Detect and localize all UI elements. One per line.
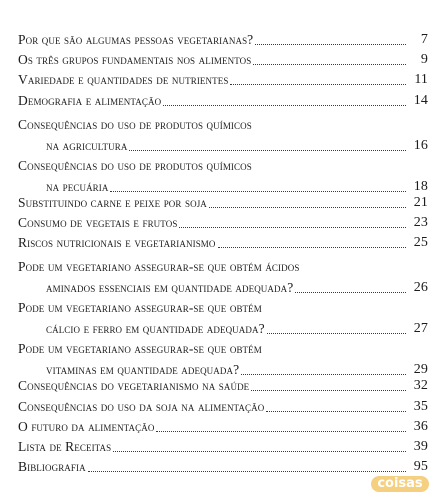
toc-entry-line: [18, 378, 428, 394]
toc-entry: [18, 439, 428, 459]
toc-entry-line: [18, 459, 428, 475]
toc-entry-line: [18, 195, 428, 211]
toc-page-number: 16: [413, 137, 428, 153]
toc-entry-title: Consumo de vegetais e frutos: [18, 214, 178, 230]
dot-leader: [266, 401, 406, 412]
toc-entry-line: [18, 439, 428, 455]
toc-entry-title: Consequências do uso da soja na alimentação: [18, 398, 265, 414]
toc-entry: [18, 419, 428, 439]
table-of-contents: [18, 32, 428, 479]
toc-entry-line: [18, 235, 428, 251]
toc-page-number: 23: [413, 214, 428, 230]
toc-page-number: 18: [413, 178, 428, 194]
dot-leader: [179, 217, 406, 228]
toc-entry-title: Por que são algumas pessoas vegetarianas?: [18, 32, 254, 47]
toc-entry-line: [18, 357, 428, 378]
toc-entry-line: [18, 133, 428, 154]
dot-leader: [230, 74, 406, 85]
toc-page-number: 32: [413, 378, 428, 394]
toc-entry: [18, 113, 428, 154]
toc-page-number: 26: [413, 280, 428, 296]
toc-page-number: 9: [420, 52, 428, 68]
toc-entry-title: aminados essenciais em quantidade adequada?: [46, 280, 294, 296]
dot-leader: [156, 421, 406, 432]
toc-entry-line: [18, 275, 428, 296]
toc-entry-line: [18, 93, 428, 109]
toc-page-number: 11: [414, 72, 428, 88]
toc-entry: [18, 337, 428, 378]
toc-entry: [18, 296, 428, 337]
toc-entry-title: Demografia e alimentação: [18, 92, 162, 108]
toc-page-number: 25: [413, 235, 428, 251]
dot-leader: [88, 461, 406, 472]
dot-leader: [209, 197, 406, 208]
toc-entry-title: O futuro da alimentação: [18, 418, 155, 434]
toc-entry-title: Pode um vegetariano assegurar-se que obtém ácidos: [18, 259, 300, 275]
toc-page-number: 21: [413, 194, 428, 210]
toc-entry: [18, 195, 428, 215]
dot-leader: [251, 380, 406, 391]
toc-entry: [18, 32, 428, 52]
toc-entry-title: Consequências do uso de produtos químicos: [18, 157, 252, 173]
toc-entry-title: Variedade e quantidades de nutrientes: [18, 72, 229, 88]
toc-entry: [18, 459, 428, 479]
toc-page-number: 35: [413, 398, 428, 414]
dot-leader: [113, 441, 406, 452]
dot-leader: [218, 237, 406, 248]
toc-entry-title: Pode um vegetariano assegurar-se que obtém: [18, 300, 262, 316]
toc-entry-line: [18, 296, 428, 316]
toc-entry-title: Consequências do uso de produtos químicos: [18, 116, 252, 132]
toc-entry-title: Pode um vegetariano assegurar-se que obtém: [18, 341, 262, 357]
toc-entry-line: [18, 419, 428, 435]
toc-entry: [18, 93, 428, 113]
toc-entry-line: [18, 337, 428, 357]
dot-leader: [267, 323, 406, 334]
dot-leader: [295, 282, 406, 293]
toc-entry-line: [18, 399, 428, 415]
toc-page-number: 7: [420, 32, 428, 47]
toc-entry: [18, 52, 428, 72]
toc-entry-title: vitaminas em quantidade adequada?: [46, 362, 240, 378]
toc-entry-title: na agricultura: [46, 137, 128, 153]
toc-page-number: 29: [413, 362, 428, 378]
toc-entry: [18, 378, 428, 398]
toc-entry-line: [18, 255, 428, 275]
toc-entry-line: [18, 32, 428, 48]
dot-leader: [163, 95, 406, 106]
toc-page-number: 36: [413, 418, 428, 434]
dot-leader: [129, 140, 406, 151]
watermark-logo: coisas: [371, 476, 429, 492]
toc-entry-title: cálcio e ferro em quantidade adequada?: [46, 321, 265, 337]
toc-page-number: 27: [413, 321, 428, 337]
toc-page-number: 39: [413, 438, 428, 454]
toc-entry: [18, 235, 428, 255]
toc-entry-title: Riscos nutricionais e vegetarianismo: [18, 235, 216, 251]
toc-entry-title: Os três grupos fundamentais nos alimentos: [18, 52, 252, 68]
toc-page-number: 14: [413, 92, 428, 108]
toc-entry-line: [18, 52, 428, 68]
toc-entry: [18, 255, 428, 296]
toc-entry: [18, 72, 428, 92]
toc-page-number: 95: [413, 459, 428, 475]
dot-leader: [241, 364, 406, 375]
toc-entry-line: [18, 174, 428, 195]
toc-entry-title: Lista de Receitas: [18, 438, 112, 454]
toc-entry-title: Consequências do vegetarianismo na saúde: [18, 378, 250, 394]
toc-entry-line: [18, 316, 428, 337]
toc-entry: [18, 399, 428, 419]
toc-entry-line: [18, 215, 428, 231]
toc-entry: [18, 154, 428, 195]
dot-leader: [253, 54, 406, 65]
toc-entry-title: na pecuária: [46, 178, 109, 194]
toc-entry-line: [18, 72, 428, 88]
toc-entry: [18, 215, 428, 235]
toc-entry-title: Bibliografia: [18, 459, 86, 475]
toc-entry-title: Substituindo carne e peixe por soja: [18, 194, 207, 210]
toc-entry-line: [18, 113, 428, 133]
dot-leader: [255, 34, 406, 45]
toc-entry-line: [18, 154, 428, 174]
dot-leader: [110, 181, 406, 192]
